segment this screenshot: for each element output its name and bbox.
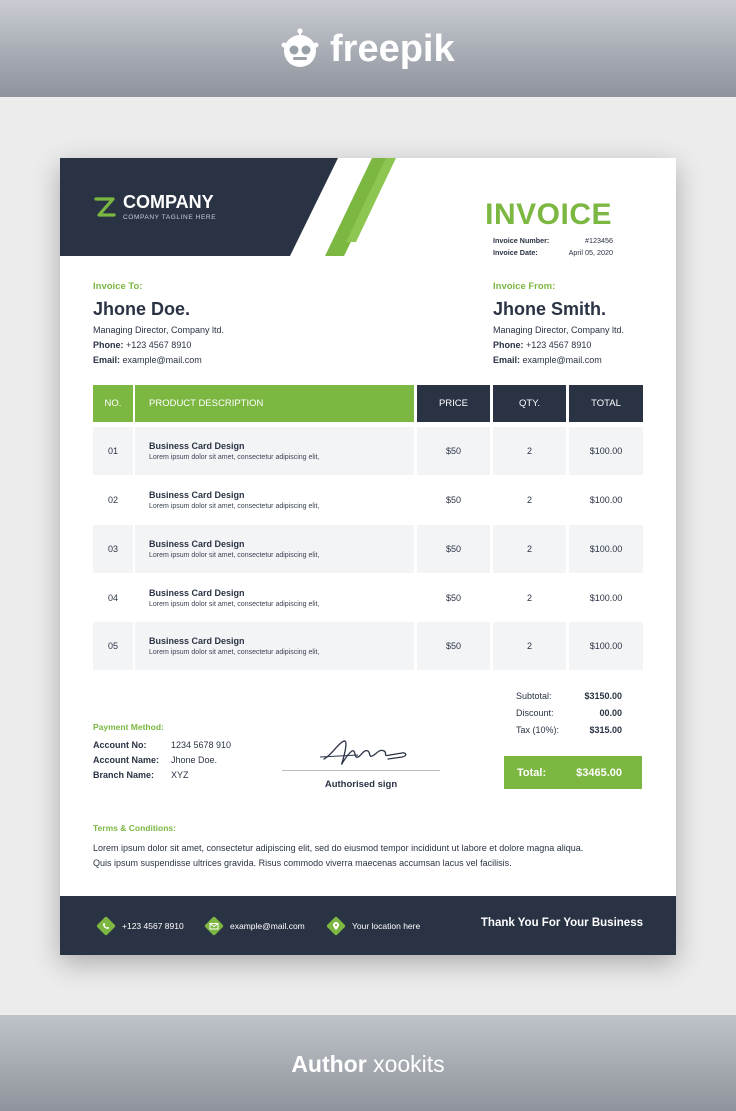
row-no: 01 [93,427,133,475]
signature [318,735,414,771]
row-no: 02 [107,495,118,505]
invoice-from-email: example@mail.com [522,355,602,365]
invoice-number-label: Invoice Number: [493,236,550,245]
branch-name-label: Branch Name: [93,770,155,780]
signature-label: Authorised sign [324,779,398,790]
row-description [135,622,414,670]
header-total: TOTAL [569,385,643,422]
freepik-mascot-icon [278,27,322,71]
author-name: xookits [373,1051,445,1077]
row-qty: 2 [493,525,566,573]
invoice-to-position: Managing Director, Company ltd. [93,325,225,335]
subtotal-label: Subtotal: [516,691,552,701]
header-accent-stripes [320,158,400,256]
account-no: 1234 5678 910 [171,740,232,750]
invoice-from [493,279,624,368]
top-banner [0,0,736,97]
company-name: COMPANY [123,192,214,212]
row-price: $50 [445,593,462,603]
invoice-to-phone-label: Phone: [93,340,124,350]
author-label: Author [291,1051,367,1077]
row-subtitle: Lorem ipsum dolor sit amet, consectetur adipiscing elit, [149,454,320,461]
row-qty: 2 [493,427,566,475]
header-price: PRICE [417,385,490,422]
account-name-label: Account Name: [93,755,160,765]
grand-total [504,756,642,789]
account-name: Jhone Doe. [171,755,218,765]
subtotal-value: $3150.00 [584,691,622,701]
row-subtitle: Lorem ipsum dolor sit amet, consectetur adipiscing elit, [149,601,320,608]
invoice-from-phone: +123 4567 8910 [526,340,592,350]
footer-location[interactable] [326,916,420,936]
row-title: Business Card Design [149,636,245,646]
invoice-from-name: Jhone Smith. [493,299,607,319]
row-title: Business Card Design [149,490,245,500]
row-price: $50 [445,495,462,505]
row-no: 04 [107,593,118,603]
header-qty: QTY. [493,385,566,422]
invoice-to-email-label: Email: [93,355,121,365]
phone-icon [96,916,116,936]
row-title: Business Card Design [149,588,245,598]
footer-email[interactable] [204,916,305,936]
row-subtitle: Lorem ipsum dolor sit amet, consectetur adipiscing elit, [149,649,320,656]
location-icon [326,916,346,936]
footer-location-text: Your location here [352,921,421,931]
terms-label: Terms & Conditions: [93,823,176,833]
invoice-date-label: Invoice Date: [493,248,538,257]
invoice-to-email: example@mail.com [122,355,202,365]
row-price: $50 [417,427,490,475]
freepik-logo[interactable] [278,26,455,72]
invoice-meta [493,236,613,260]
row-description [135,427,414,475]
table-row [93,574,643,622]
total-label: Total: [517,766,547,779]
row-description [135,476,414,524]
summary [516,691,622,742]
row-description [135,525,414,573]
header-no: NO. [93,385,133,422]
payment-label: Payment Method: [93,722,164,732]
invoice-to-phone: +123 4567 8910 [126,340,192,350]
footer-phone-text: +123 4567 8910 [122,921,184,931]
invoice-title: INVOICE [485,198,612,231]
row-total: $100.00 [569,525,643,573]
author-credit[interactable] [0,1051,736,1078]
branch-name: XYZ [171,770,189,780]
discount-value: 00.00 [599,708,622,718]
invoice-from-phone-label: Phone: [493,340,524,350]
thank-you-text: Thank You For Your Business [480,917,643,929]
row-qty: 2 [526,495,532,505]
company-tagline: COMPANY TAGLINE HERE [123,214,217,221]
terms-conditions [93,821,593,871]
invoice-date: April 05, 2020 [568,248,613,257]
invoice-footer [60,896,676,955]
invoice-to-name: Jhone Doe. [93,299,191,319]
row-no: 05 [93,622,133,670]
invoice-document [60,158,676,955]
row-qty: 2 [526,593,532,603]
row-subtitle: Lorem ipsum dolor sit amet, consectetur adipiscing elit, [149,503,320,510]
invoice-to-label: Invoice To: [93,281,143,292]
row-qty: 2 [493,622,566,670]
row-title: Business Card Design [149,441,245,451]
invoice-to [93,279,224,368]
terms-text: Lorem ipsum dolor sit amet, consectetur adipiscing elit, sed do eiusmod tempor incididunt ut labore et dolore magna aliqua. Quis ipsum suspendisse ultrices gravida. Risus commodo viverra maecenas accumsan lacus vel facilisis. [93,843,584,868]
payment-method [93,722,231,785]
invoice-from-email-label: Email: [493,355,521,365]
row-total: $100.00 [589,495,623,505]
discount-label: Discount: [516,708,554,718]
table-row [93,427,643,475]
company-logo-icon [93,195,117,219]
table-row [93,476,643,524]
invoice-from-label: Invoice From: [493,281,556,292]
company-brand [93,193,216,221]
table-row [93,525,643,573]
header-description: PRODUCT DESCRIPTION [135,385,414,422]
row-total: $100.00 [589,593,623,603]
tax-value: $315.00 [589,725,622,735]
row-total: $100.00 [569,427,643,475]
row-price: $50 [417,525,490,573]
row-price: $50 [417,622,490,670]
row-description [135,574,414,622]
row-title: Business Card Design [149,539,245,549]
row-total: $100.00 [569,622,643,670]
invoice-from-position: Managing Director, Company ltd. [493,325,625,335]
invoice-number: #123456 [585,236,613,245]
table-row [93,622,643,670]
signature-line [282,770,440,771]
row-no: 03 [93,525,133,573]
account-no-label: Account No: [93,740,147,750]
footer-email-text: example@mail.com [230,921,305,931]
freepik-logo-text: freepik [330,28,455,70]
total-value: $3465.00 [576,766,622,779]
tax-label: Tax (10%): [516,725,560,735]
row-subtitle: Lorem ipsum dolor sit amet, consectetur adipiscing elit, [149,552,320,559]
email-icon [204,916,224,936]
footer-phone[interactable] [96,916,184,936]
